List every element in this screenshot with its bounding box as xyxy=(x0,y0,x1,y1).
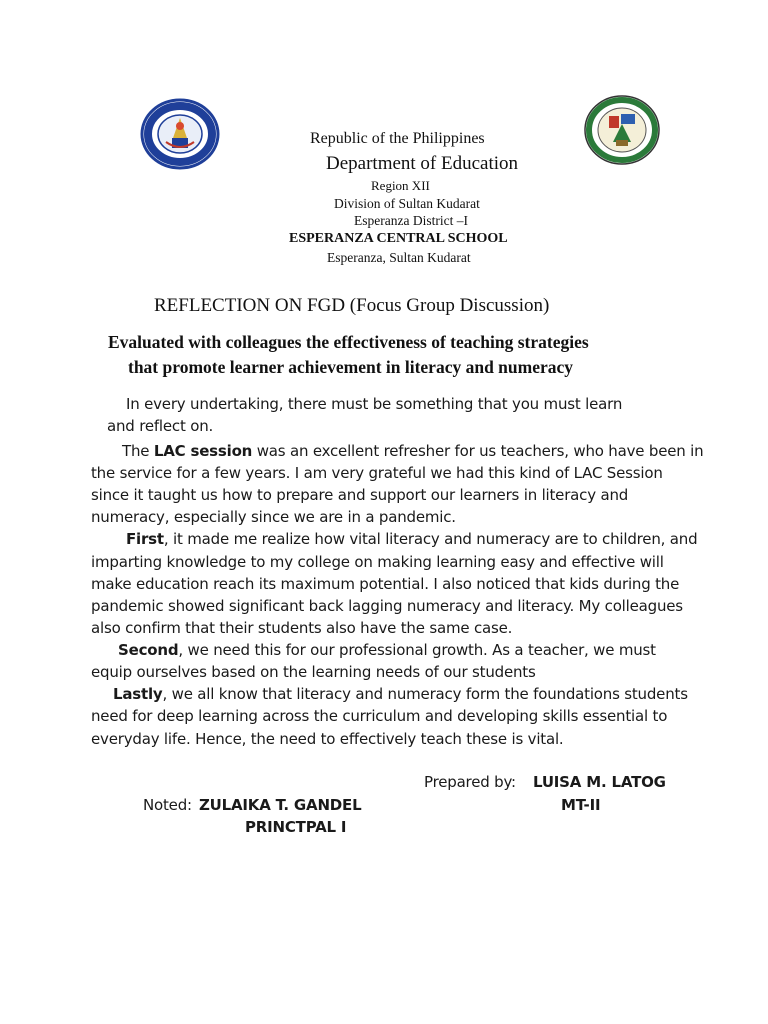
p3-rest: , it made me realize how vital literacy and numeracy are to children, and xyxy=(163,530,698,548)
prepared-by-name: LUISA M. LATOG xyxy=(533,773,666,791)
p4-rest: , we need this for our professional growth. As a teacher, we must xyxy=(178,641,656,659)
p5-line-3: everyday life. Hence, the need to effectively teach these is vital. xyxy=(91,730,564,748)
p2-rest: was an excellent refresher for us teachers, who have been in xyxy=(252,442,704,460)
noted-label: Noted: xyxy=(143,796,192,814)
subtitle-line-2: that promote learner achievement in literacy and numeracy xyxy=(128,357,574,377)
prepared-by-label: Prepared by: xyxy=(424,773,516,791)
p1-line-1: In every undertaking, there must be something that you must learn xyxy=(126,395,623,413)
p2-bold-lac-session: LAC session xyxy=(153,442,253,460)
p5-line-1 xyxy=(113,685,688,703)
p5-rest: , we all know that literacy and numeracy form the foundations students xyxy=(162,685,688,703)
p4-bold-second: Second xyxy=(118,641,179,659)
p3-line-2: imparting knowledge to my college on making learning easy and effective will xyxy=(91,553,664,571)
department-line: Department of Education xyxy=(326,153,519,174)
p5-line-2: need for deep learning across the curriculum and developing skills essential to xyxy=(91,707,668,725)
p3-line-3: make education reach its maximum potential. I also noticed that kids during the xyxy=(91,575,680,593)
division-seal-logo xyxy=(583,94,661,166)
subtitle-line-1: Evaluated with colleagues the effectiveness of teaching strategies xyxy=(108,332,589,352)
republic-line: Republic of the Philippines xyxy=(310,130,485,147)
p2-pre: The xyxy=(122,442,154,460)
document-title: REFLECTION ON FGD (Focus Group Discussion) xyxy=(154,295,550,316)
noted-title: PRINCTPAL I xyxy=(245,818,347,836)
p1-line-2: and reflect on. xyxy=(107,417,214,435)
deped-seal-logo xyxy=(140,98,220,170)
noted-name: ZULAIKA T. GANDEL xyxy=(199,796,362,814)
p2-line-4: numeracy, especially since we are in a pandemic. xyxy=(91,508,456,526)
p3-line-1 xyxy=(126,530,697,548)
prepared-by-title: MT-II xyxy=(561,796,601,814)
p3-line-4: pandemic showed significant back lagging numeracy and literacy. My colleagues xyxy=(91,597,683,615)
region-line: Region XII xyxy=(371,178,430,193)
address-line: Esperanza, Sultan Kudarat xyxy=(327,250,471,265)
p2-line-3: since it taught us how to prepare and support our learners in literacy and xyxy=(91,486,629,504)
division-line: Division of Sultan Kudarat xyxy=(334,196,480,211)
p2-line-1 xyxy=(122,442,703,460)
p3-line-5: also confirm that their students also have the same case. xyxy=(91,619,513,637)
p5-bold-lastly: Lastly xyxy=(113,685,163,703)
p3-bold-first: First xyxy=(126,530,164,548)
p4-line-2: equip ourselves based on the learning needs of our students xyxy=(91,663,536,681)
p4-line-1 xyxy=(118,641,656,659)
p2-line-2: the service for a few years. I am very grateful we had this kind of LAC Session xyxy=(91,464,663,482)
district-line: Esperanza District –I xyxy=(354,213,468,228)
school-name: ESPERANZA CENTRAL SCHOOL xyxy=(289,231,508,246)
